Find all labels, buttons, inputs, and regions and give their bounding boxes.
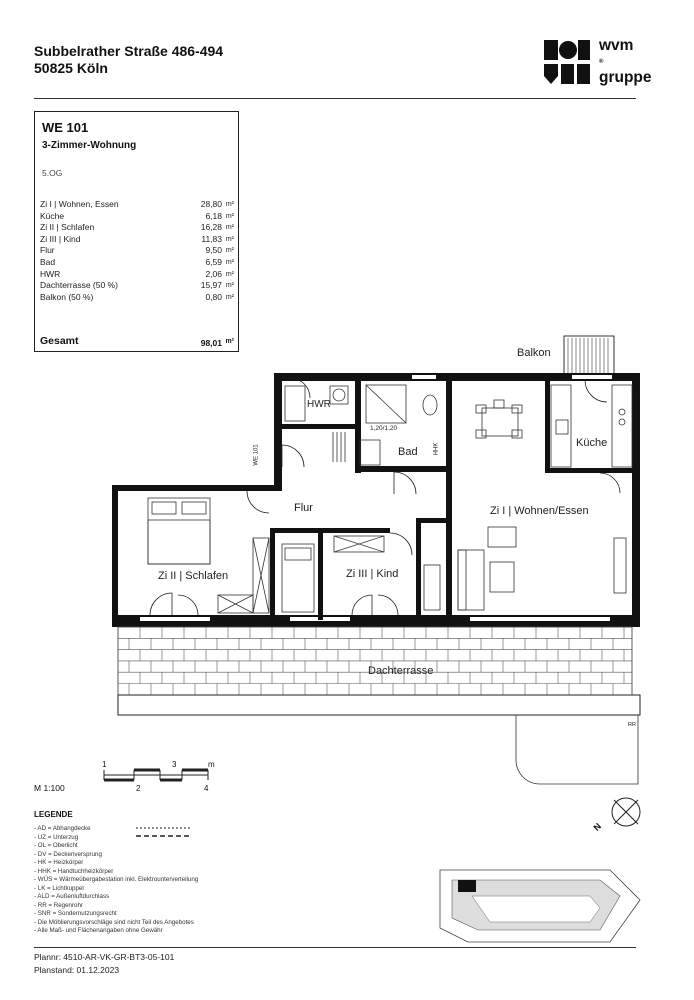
scale-label: M 1:100 [34, 783, 65, 793]
legend-item: - ALD = Außenluftdurchlass [34, 893, 110, 900]
scale-top-1: 1 [102, 760, 107, 769]
legend-item: - RR = Regenrohr [34, 901, 84, 909]
scale-bottom-2: 2 [136, 784, 141, 793]
room-name: Dachterrasse (50 %) [40, 280, 118, 291]
room-unit: m² [225, 247, 234, 255]
legend-line-samples [136, 826, 196, 840]
compass-label: N [591, 821, 604, 833]
legend-item: - DV = Deckenversprung [34, 850, 102, 858]
legend-item: - WÜS = Wärmeübergabestation inkl. Elektrounterverteilung [34, 876, 199, 883]
site-plan [440, 870, 640, 942]
room-name: Zi III | Kind [40, 233, 81, 244]
unit-type: 3-Zimmer-Wohnung [42, 140, 137, 151]
footer-divider [34, 947, 636, 948]
room-area: 15,97 [200, 280, 222, 291]
room-unit: m² [225, 270, 234, 278]
roof-terrace [118, 627, 640, 784]
room-area: 28,80 [200, 199, 222, 209]
legend-item: - SNR = Sondernutzungsrecht [34, 910, 117, 917]
room-area: 9,50 [205, 245, 222, 256]
label-unit-tag: WE 101 [253, 444, 260, 466]
label-wohnen: Zi I | Wohnen/Essen [490, 505, 589, 517]
unit-id: WE 101 [42, 120, 89, 135]
scale-top-3: 3 [172, 760, 177, 769]
room-area: 6,59 [205, 256, 222, 267]
room-unit: m² [225, 224, 234, 232]
exterior-walls [112, 373, 640, 627]
scale-bottom-4: 4 [204, 784, 209, 793]
label-shower: 1,20/1,20 [370, 425, 398, 432]
address-street: Subbelrather Straße 486-494 [34, 43, 224, 59]
room-unit: m² [225, 282, 234, 290]
label-hhk: HHK [433, 442, 440, 456]
compass-icon [612, 798, 640, 826]
room-area: 2,06 [205, 268, 222, 279]
label-kueche: Küche [576, 437, 608, 449]
room-area: 0,80 [205, 291, 222, 302]
room-name: Küche [40, 210, 65, 221]
legend-item: - UZ = Unterzug [34, 833, 79, 841]
total-label: Gesamt [40, 335, 79, 347]
brand-line1: wvm [599, 37, 634, 54]
legend-title: LEGENDE [34, 810, 73, 819]
room-name: Balkon (50 %) [40, 291, 94, 302]
legend-item: - HK = Heizkörper [34, 859, 84, 866]
label-kind: Zi III | Kind [346, 568, 399, 580]
room-unit: m² [225, 201, 234, 208]
legend-item: - OL = Oberlicht [34, 842, 78, 849]
interior-walls [270, 373, 640, 620]
room-unit: m² [225, 258, 234, 266]
room-area: 6,18 [205, 210, 222, 221]
plan-number: Plannr: 4510-AR-VK-GR-BT3-05-101 [34, 952, 175, 962]
room-unit: m² [225, 293, 234, 301]
room-unit: m² [225, 212, 234, 220]
total-unit: m² [225, 338, 234, 345]
label-flur: Flur [294, 502, 313, 514]
legend-item: - AD = Abhangdecke [34, 825, 91, 832]
label-hwr: HWR [307, 399, 331, 410]
windows [140, 375, 612, 621]
label-balkon: Balkon [517, 347, 551, 359]
room-unit: m² [225, 235, 234, 243]
plan-date: Planstand: 01.12.2023 [34, 965, 120, 975]
scale-bar [104, 770, 208, 780]
legend-item: - Alle Maß- und Flächenangaben ohne Gewähr [34, 927, 163, 934]
brand-reg: ® [599, 59, 604, 65]
label-rr: RR [628, 722, 636, 728]
room-name: Flur [40, 245, 55, 256]
label-bad: Bad [398, 446, 418, 458]
total-area: 98,01 [200, 338, 222, 348]
room-area: 16,28 [200, 222, 222, 233]
scale-top-m: m [208, 760, 215, 769]
label-dachterrasse: Dachterrasse [368, 665, 434, 677]
room-name: Zi II | Schlafen [40, 222, 95, 233]
label-schlafen: Zi II | Schlafen [158, 570, 229, 582]
room-area: 11,83 [201, 233, 222, 244]
room-name: Bad [40, 256, 56, 267]
room-name: HWR [40, 268, 61, 279]
legend-item: - Die Möblierungsvorschläge sind nicht Teil des Angebotes [34, 918, 194, 926]
address-city: 50825 Köln [34, 60, 108, 76]
unit-floor: 5.OG [42, 168, 63, 178]
room-name: Zi I | Wohnen, Essen [40, 199, 119, 209]
legend-list [34, 825, 198, 936]
brand-line2: gruppe [599, 69, 652, 86]
balcony [564, 336, 614, 376]
legend-item: - HHK = Handtuchheizkörper [34, 867, 114, 875]
legend-item: - LK = Lichtkuppel [34, 884, 84, 892]
